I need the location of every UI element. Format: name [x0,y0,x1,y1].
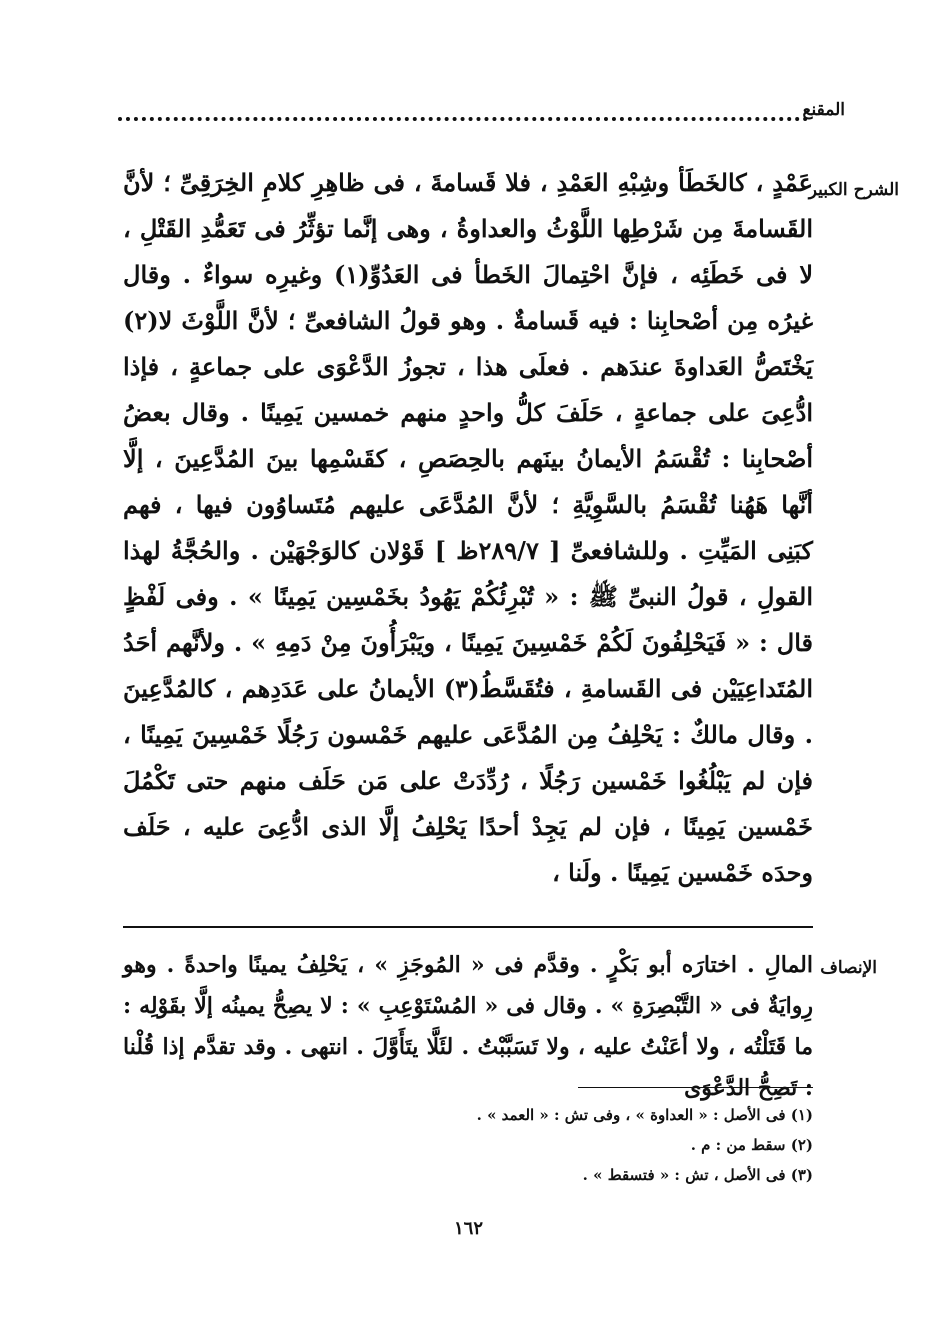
main-commentary-text: عَمْدٍ ، كالخَطَأ وشِبْهِ العَمْدِ ، فلا قَسامةَ ، فى ظاهِرِ كلامِ الخِرَقِىِّ ؛ لأنَّ القَسامةَ مِن شَرْطِها اللَّوْثُ والعداوةُ ، وهى إنَّما تؤثِّرُ فى تَعَمُّدِ القَتْلِ ، لا فى خَطَئِه ، فإنَّ احْتِمالَ الخَطأ فى العَدُوِّ(١) وغيرِه سواءٌ . وقال غيرُه مِن أصْحابِنا : فيه قَسامةٌ . وهو قولُ الشافعىِّ ؛ لأنَّ اللَّوْثَ لا(٢) يَخْتَصُّ العَداوةَ عندَهم . فعلَى هذا ، تجوزُ الدَّعْوَى على جماعةٍ ، فإذا ادُّعِىَ على جماعةٍ ، حَلَفَ كلُّ واحدٍ منهم خمسين يَمِينًا . وقال بعضُ أصْحابِنا : تُقْسَمُ الأيمانُ بينَهم بالحِصَصِ ، كقَسْمِها بينَ المُدَّعِينَ ، إلَّا أنَّها هَهُنا تُقْسَمُ بالسَّوِيَّةِ ؛ لأنَّ المُدَّعَى عليهم مُتَساوُون فيها ، فهم كبَنِى المَيِّتِ . وللشافعىِّ [ ٢٨٩/٧ظ ] قَوْلان كالوَجْهَيْن . والحُجَّةُ لهذا القولِ ، قولُ النبىِّ ﷺ : « تُبْرِئُكُمْ يَهُودُ بخَمْسِين يَمِينًا » . وفى لَفْظٍ قال : « فَيَحْلِفُونَ لَكُمْ خَمْسِينَ يَمِينًا ، ويَبْرَأُونَ مِنْ دَمِهِ » . ولأنَّهم أحَدُ المُتَداعِيَيْن فى القَسامةِ ، فتُقَسَّطُ(٣) الأيمانُ على عَدَدِهم ، كالمُدَّعِينَ . وقال مالكٌ : يَحْلِفُ مِن المُدَّعَى عليهم خَمْسون رَجُلًا خَمْسِينَ يَمِينًا ، فإن لم يَبْلُغُوا خَمْسين رَجُلًا ، رُدِّدَتْ على مَن حَلَف منهم حتى تَكْمُلَ خَمْسين يَمِينًا ، فإن لم يَجِدْ أحدًا يَحْلِفُ إلَّا الذى ادُّعِىَ عليه ، حَلَف وحدَه خَمْسين يَمِينًا . ولَنا ، [123,168,814,887]
section-label-sharh: الشرح الكبير [808,180,899,200]
footnote-item: (١) فى الأصل : « العداوة » ، وفى تش : « العمد » . [476,1106,813,1124]
header-dotted-rule [118,117,808,121]
footnotes-list [123,1100,813,1190]
running-header-title: المقنع [802,100,845,120]
footnote-item: (٢) سقط من : م . [690,1136,813,1154]
insaf-text: المالِ . اختارَه أبو بَكْرٍ . وقدَّم فى « المُوجَزِ » ، يَحْلِفُ يمينًا واحدةً . وهو رِوايَةٌ فى « التَّبْصِرَةِ » . وقال فى « المُسْتَوْعِبِ » : لا يصِحُّ يمينُه إلَّا بقَوْلِه : ما قَتَلْتُه ، ولا أعَنْتُ عليه ، ولا تَسَبَّبْتُ . لئَلَّا يتَأَوَّلَ . انتهى . وقد تقدَّم إذا قُلْنا : تَصِحُّ الدَّعْوَى [123,952,813,1101]
footnote-item: (٣) فى الأصل ، تش : « فتسقط » . [582,1166,813,1184]
section-label-insaf: الإنصاف [820,958,877,978]
page-number: ١٦٢ [453,1218,483,1239]
footnote-rule [578,1087,813,1088]
section-divider [123,926,813,928]
